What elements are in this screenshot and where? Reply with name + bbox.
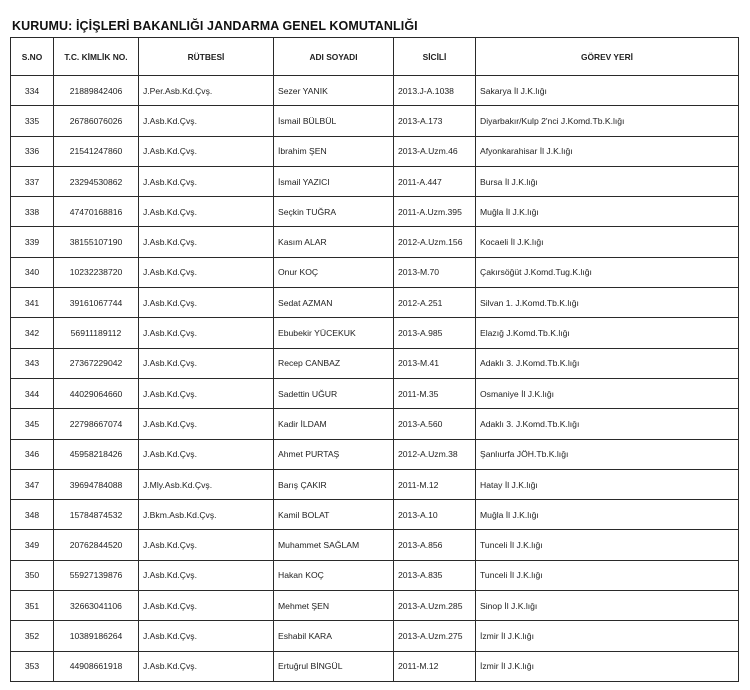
table-row (11, 318, 739, 348)
table-row (11, 469, 739, 499)
cell-tc-kimlik: 27367229042 (54, 348, 139, 378)
header-adi-soyadi: ADI SOYADI (274, 38, 394, 76)
table-row (11, 288, 739, 318)
cell-sicili: 2011-A.447 (394, 166, 476, 196)
cell-rutbe: J.Per.Asb.Kd.Çvş. (139, 76, 274, 106)
cell-adi-soyadi: İbrahim ŞEN (274, 136, 394, 166)
cell-rutbe: J.Asb.Kd.Çvş. (139, 288, 274, 318)
cell-adi-soyadi: Ertuğrul BİNGÜL (274, 651, 394, 681)
cell-rutbe: J.Asb.Kd.Çvş. (139, 318, 274, 348)
table-row (11, 439, 739, 469)
cell-rutbe: J.Asb.Kd.Çvş. (139, 378, 274, 408)
table-row (11, 106, 739, 136)
cell-gorev-yeri: Afyonkarahisar İl J.K.lığı (476, 136, 739, 166)
cell-sno: 347 (11, 469, 54, 499)
cell-rutbe: J.Asb.Kd.Çvş. (139, 348, 274, 378)
cell-sicili: 2013-A.560 (394, 409, 476, 439)
cell-adi-soyadi: Eshabil KARA (274, 621, 394, 651)
cell-adi-soyadi: Ahmet PURTAŞ (274, 439, 394, 469)
cell-adi-soyadi: Kamil BOLAT (274, 500, 394, 530)
table-row (11, 166, 739, 196)
cell-tc-kimlik: 38155107190 (54, 227, 139, 257)
cell-tc-kimlik: 32663041106 (54, 591, 139, 621)
table-row (11, 257, 739, 287)
table-row (11, 197, 739, 227)
cell-tc-kimlik: 21541247860 (54, 136, 139, 166)
cell-gorev-yeri: İzmir İl J.K.lığı (476, 651, 739, 681)
cell-sicili: 2011-M.35 (394, 378, 476, 408)
cell-rutbe: J.Asb.Kd.Çvş. (139, 409, 274, 439)
cell-adi-soyadi: Hakan KOÇ (274, 560, 394, 590)
cell-tc-kimlik: 10232238720 (54, 257, 139, 287)
cell-tc-kimlik: 55927139876 (54, 560, 139, 590)
cell-sno: 339 (11, 227, 54, 257)
header-sno: S.NO (11, 38, 54, 76)
cell-tc-kimlik: 23294530862 (54, 166, 139, 196)
cell-adi-soyadi: Kadir İLDAM (274, 409, 394, 439)
cell-sicili: 2012-A.Uzm.156 (394, 227, 476, 257)
cell-tc-kimlik: 56911189112 (54, 318, 139, 348)
cell-rutbe: J.Asb.Kd.Çvş. (139, 651, 274, 681)
cell-rutbe: J.Asb.Kd.Çvş. (139, 439, 274, 469)
cell-sno: 349 (11, 530, 54, 560)
cell-gorev-yeri: Osmaniye İl J.K.lığı (476, 378, 739, 408)
cell-sicili: 2013-A.Uzm.285 (394, 591, 476, 621)
cell-sicili: 2013.J-A.1038 (394, 76, 476, 106)
cell-gorev-yeri: Sinop İl J.K.lığı (476, 591, 739, 621)
cell-sicili: 2011-A.Uzm.395 (394, 197, 476, 227)
cell-rutbe: J.Bkm.Asb.Kd.Çvş. (139, 500, 274, 530)
cell-sicili: 2012-A.251 (394, 288, 476, 318)
cell-sno: 343 (11, 348, 54, 378)
cell-sicili: 2013-A.Uzm.46 (394, 136, 476, 166)
cell-sno: 341 (11, 288, 54, 318)
cell-sno: 340 (11, 257, 54, 287)
table-row (11, 136, 739, 166)
cell-sicili: 2013-A.10 (394, 500, 476, 530)
cell-sicili: 2011-M.12 (394, 651, 476, 681)
cell-tc-kimlik: 22798667074 (54, 409, 139, 439)
cell-sno: 342 (11, 318, 54, 348)
cell-tc-kimlik: 39694784088 (54, 469, 139, 499)
cell-gorev-yeri: Adaklı 3. J.Komd.Tb.K.lığı (476, 409, 739, 439)
cell-rutbe: J.Asb.Kd.Çvş. (139, 621, 274, 651)
cell-sicili: 2013-A.985 (394, 318, 476, 348)
cell-gorev-yeri: Kocaeli İl J.K.lığı (476, 227, 739, 257)
cell-rutbe: J.Asb.Kd.Çvş. (139, 136, 274, 166)
cell-rutbe: J.Asb.Kd.Çvş. (139, 591, 274, 621)
cell-sicili: 2013-M.41 (394, 348, 476, 378)
cell-gorev-yeri: İzmir İl J.K.lığı (476, 621, 739, 651)
cell-gorev-yeri: Çakırsöğüt J.Komd.Tug.K.lığı (476, 257, 739, 287)
table-row (11, 76, 739, 106)
cell-adi-soyadi: Onur KOÇ (274, 257, 394, 287)
cell-gorev-yeri: Adaklı 3. J.Komd.Tb.K.lığı (476, 348, 739, 378)
cell-sno: 335 (11, 106, 54, 136)
cell-adi-soyadi: Sedat AZMAN (274, 288, 394, 318)
table-row (11, 591, 739, 621)
header-sicili: SİCİLİ (394, 38, 476, 76)
table-row (11, 500, 739, 530)
table-body (11, 76, 739, 682)
cell-rutbe: J.Asb.Kd.Çvş. (139, 227, 274, 257)
header-tc-kimlik: T.C. KİMLİK NO. (54, 38, 139, 76)
cell-sicili: 2013-A.856 (394, 530, 476, 560)
cell-sicili: 2013-A.173 (394, 106, 476, 136)
cell-rutbe: J.Asb.Kd.Çvş. (139, 560, 274, 590)
cell-adi-soyadi: Muhammet SAĞLAM (274, 530, 394, 560)
cell-adi-soyadi: Seçkin TUĞRA (274, 197, 394, 227)
cell-rutbe: J.Asb.Kd.Çvş. (139, 197, 274, 227)
table-row (11, 530, 739, 560)
cell-gorev-yeri: Muğla İl J.K.lığı (476, 500, 739, 530)
cell-sicili: 2011-M.12 (394, 469, 476, 499)
cell-adi-soyadi: Barış ÇAKIR (274, 469, 394, 499)
cell-adi-soyadi: Kasım ALAR (274, 227, 394, 257)
cell-tc-kimlik: 26786076026 (54, 106, 139, 136)
header-gorev-yeri: GÖREV YERİ (476, 38, 739, 76)
cell-gorev-yeri: Sakarya İl J.K.lığı (476, 76, 739, 106)
cell-sno: 338 (11, 197, 54, 227)
cell-sno: 348 (11, 500, 54, 530)
table-row (11, 348, 739, 378)
cell-gorev-yeri: Diyarbakır/Kulp 2'nci J.Komd.Tb.K.lığı (476, 106, 739, 136)
cell-sno: 346 (11, 439, 54, 469)
cell-rutbe: J.Asb.Kd.Çvş. (139, 530, 274, 560)
table-row (11, 560, 739, 590)
cell-gorev-yeri: Tunceli İl J.K.lığı (476, 530, 739, 560)
cell-sno: 345 (11, 409, 54, 439)
cell-sicili: 2013-A.Uzm.275 (394, 621, 476, 651)
cell-sicili: 2013-M.70 (394, 257, 476, 287)
cell-gorev-yeri: Silvan 1. J.Komd.Tb.K.lığı (476, 288, 739, 318)
cell-tc-kimlik: 44908661918 (54, 651, 139, 681)
cell-tc-kimlik: 39161067744 (54, 288, 139, 318)
table-row (11, 409, 739, 439)
cell-rutbe: J.Asb.Kd.Çvş. (139, 257, 274, 287)
cell-sno: 350 (11, 560, 54, 590)
cell-tc-kimlik: 10389186264 (54, 621, 139, 651)
cell-gorev-yeri: Tunceli İl J.K.lığı (476, 560, 739, 590)
cell-gorev-yeri: Bursa İl J.K.lığı (476, 166, 739, 196)
cell-rutbe: J.Asb.Kd.Çvş. (139, 106, 274, 136)
cell-sicili: 2013-A.835 (394, 560, 476, 590)
cell-tc-kimlik: 15784874532 (54, 500, 139, 530)
cell-sno: 337 (11, 166, 54, 196)
cell-sno: 353 (11, 651, 54, 681)
cell-gorev-yeri: Muğla İl J.K.lığı (476, 197, 739, 227)
header-rutbe: RÜTBESİ (139, 38, 274, 76)
cell-rutbe: J.Mly.Asb.Kd.Çvş. (139, 469, 274, 499)
table-row (11, 651, 739, 681)
cell-adi-soyadi: Mehmet ŞEN (274, 591, 394, 621)
table-header-row (11, 38, 739, 76)
cell-sno: 336 (11, 136, 54, 166)
cell-adi-soyadi: İsmail BÜLBÜL (274, 106, 394, 136)
cell-tc-kimlik: 44029064660 (54, 378, 139, 408)
personnel-table (10, 37, 739, 682)
cell-tc-kimlik: 21889842406 (54, 76, 139, 106)
cell-tc-kimlik: 45958218426 (54, 439, 139, 469)
table-row (11, 227, 739, 257)
cell-adi-soyadi: Recep CANBAZ (274, 348, 394, 378)
document-title: KURUMU: İÇİŞLERİ BAKANLIĞI JANDARMA GENEL KOMUTANLIĞI (12, 19, 418, 33)
cell-adi-soyadi: Sezer YANIK (274, 76, 394, 106)
cell-sicili: 2012-A.Uzm.38 (394, 439, 476, 469)
cell-gorev-yeri: Şanlıurfa JÖH.Tb.K.lığı (476, 439, 739, 469)
cell-sno: 334 (11, 76, 54, 106)
cell-rutbe: J.Asb.Kd.Çvş. (139, 166, 274, 196)
cell-sno: 352 (11, 621, 54, 651)
cell-tc-kimlik: 20762844520 (54, 530, 139, 560)
cell-tc-kimlik: 47470168816 (54, 197, 139, 227)
cell-sno: 344 (11, 378, 54, 408)
cell-sno: 351 (11, 591, 54, 621)
cell-adi-soyadi: İsmail YAZICI (274, 166, 394, 196)
cell-gorev-yeri: Elazığ J.Komd.Tb.K.lığı (476, 318, 739, 348)
table-row (11, 378, 739, 408)
cell-adi-soyadi: Ebubekir YÜCEKUK (274, 318, 394, 348)
table-row (11, 621, 739, 651)
cell-adi-soyadi: Sadettin UĞUR (274, 378, 394, 408)
cell-gorev-yeri: Hatay İl J.K.lığı (476, 469, 739, 499)
